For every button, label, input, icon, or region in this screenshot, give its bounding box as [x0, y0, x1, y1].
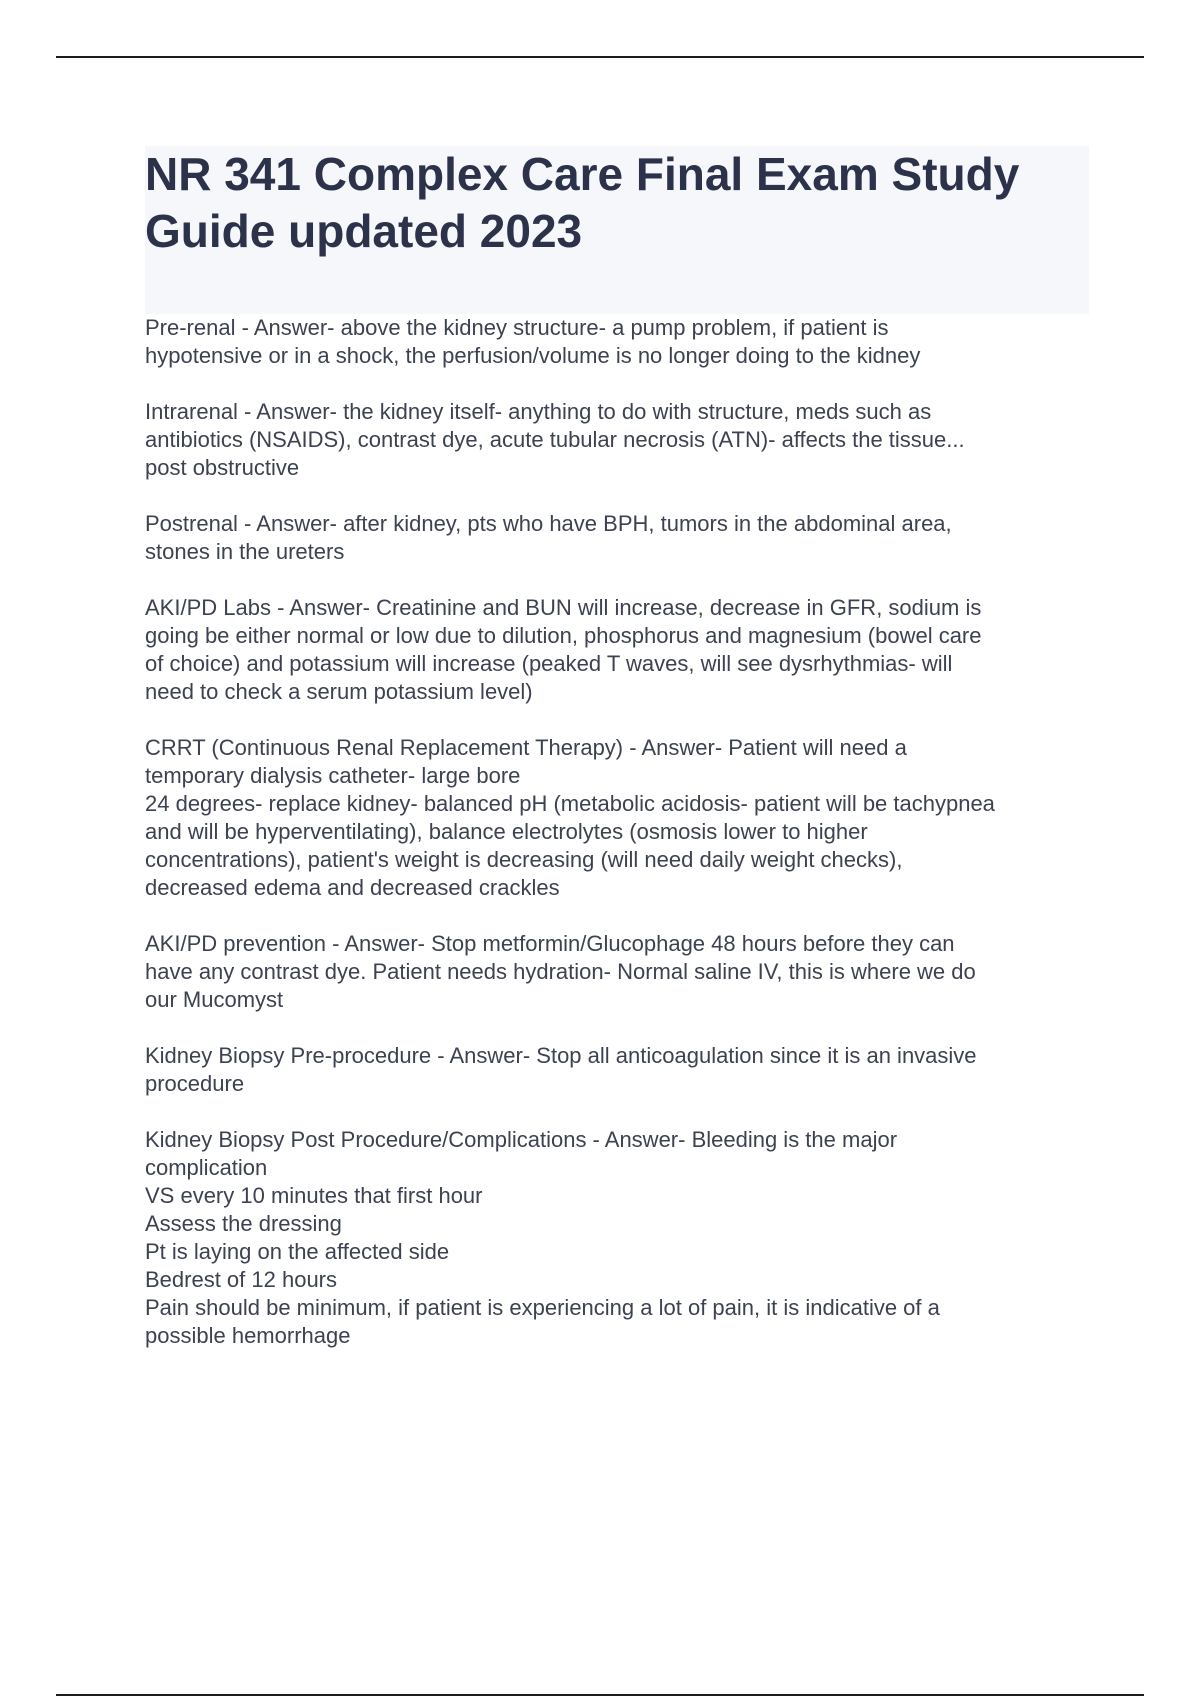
entry-aki-pd-prevention: AKI/PD prevention - Answer- Stop metformin/Glucophage 48 hours before they can have any contrast dye. Patient needs hydration- Normal saline IV, this is where we do our Mucomyst [145, 931, 976, 1012]
top-rule [56, 56, 1144, 58]
entry-intrarenal: Intrarenal - Answer- the kidney itself- anything to do with structure, meds such as antibiotics (NSAIDS), contrast dye, acute tubular necrosis (ATN)- affects the tissue... post obstructive [145, 399, 965, 480]
bottom-rule [56, 1694, 1144, 1696]
entry-aki-pd-labs: AKI/PD Labs - Answer- Creatinine and BUN will increase, decrease in GFR, sodium is going be either normal or low due to dilution, phosphorus and magnesium (bowel care of choice) and potassium will increase (peaked T waves, will see dysrhythmias- will need to check a serum potassium level) [145, 595, 982, 704]
entry-pre-renal: Pre-renal - Answer- above the kidney structure- a pump problem, if patient is hypotensive or in a shock, the perfusion/volume is no longer doing to the kidney [145, 315, 921, 368]
title-band [145, 146, 1089, 314]
entry-kidney-biopsy-post: Kidney Biopsy Post Procedure/Complications - Answer- Bleeding is the major complication VS every 10 minutes that first hour Assess the dressing Pt is laying on the affected side Bedrest of 12 hours Pain should be minimum, if patient is experiencing a lot of pain, it is indicative of a possible hemorrhage [145, 1127, 940, 1348]
entry-postrenal: Postrenal - Answer- after kidney, pts who have BPH, tumors in the abdominal area, stones in the ureters [145, 511, 952, 564]
document-title: NR 341 Complex Care Final Exam Study Guide updated 2023 [145, 148, 1020, 257]
entries-list [145, 314, 1089, 1350]
document-body [145, 146, 1089, 1350]
entry-kidney-biopsy-pre: Kidney Biopsy Pre-procedure - Answer- Stop all anticoagulation since it is an invasive procedure [145, 1043, 977, 1096]
entry-crrt: CRRT (Continuous Renal Replacement Therapy) - Answer- Patient will need a temporary dialysis catheter- large bore 24 degrees- replace kidney- balanced pH (metabolic acidosis- patient will be tachypnea and will be hyperventilating), balance electrolytes (osmosis lower to higher concentrations), patient's weight is decreasing (will need daily weight checks), decreased edema and decreased crackles [145, 735, 995, 900]
